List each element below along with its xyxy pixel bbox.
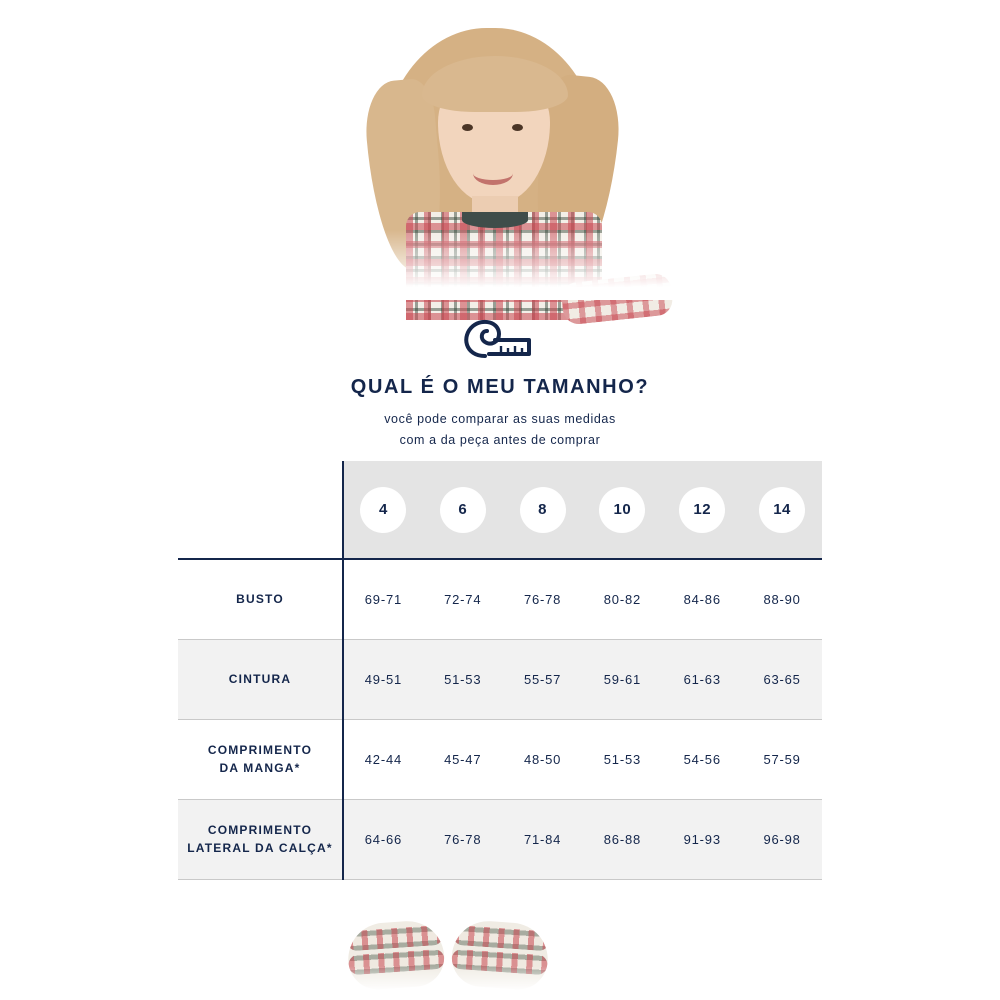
table-row — [178, 559, 822, 639]
table-row — [178, 639, 822, 719]
sandal-strap — [346, 925, 443, 952]
row-label — [178, 719, 343, 799]
row-label-line1: COMPRIMENTO — [207, 743, 313, 757]
size-chart-table-wrapper — [178, 461, 822, 880]
measurement-cell: 45-47 — [423, 719, 503, 799]
measurement-cell: 80-82 — [582, 559, 662, 639]
measurement-cell: 54-56 — [662, 719, 742, 799]
size-header-cell — [662, 461, 742, 559]
measurement-cell: 51-53 — [582, 719, 662, 799]
row-label-line1: BUSTO — [236, 592, 284, 607]
row-label — [178, 799, 343, 879]
size-badge: 4 — [360, 487, 406, 533]
size-header-cell — [343, 461, 423, 559]
page-title: QUAL É O MEU TAMANHO? — [350, 376, 650, 398]
measurement-cell: 51-53 — [423, 639, 503, 719]
measurement-cell: 48-50 — [503, 719, 583, 799]
measurement-cell: 84-86 — [662, 559, 742, 639]
size-badge: 12 — [679, 487, 725, 533]
footer-fade-overlay — [0, 966, 1000, 1000]
subtitle-line-2: com a da peça antes de comprar — [399, 433, 601, 448]
header-corner-cell — [178, 461, 343, 559]
measurement-cell: 86-88 — [582, 799, 662, 879]
measurement-cell: 61-63 — [662, 639, 742, 719]
measurement-cell: 96-98 — [742, 799, 822, 879]
row-label — [178, 559, 343, 639]
size-badge: 14 — [759, 487, 805, 533]
eye-left — [462, 124, 473, 131]
measurement-cell: 64-66 — [343, 799, 423, 879]
size-header-cell — [503, 461, 583, 559]
measurement-cell: 49-51 — [343, 639, 423, 719]
table-header-row — [178, 461, 822, 559]
size-header-cell — [423, 461, 503, 559]
measurement-cell: 69-71 — [343, 559, 423, 639]
size-header-cell — [582, 461, 662, 559]
measurement-cell: 42-44 — [343, 719, 423, 799]
smile-shape — [473, 162, 513, 185]
measurement-cell: 63-65 — [742, 639, 822, 719]
row-label-line2: LATERAL DA CALÇA* — [187, 841, 333, 855]
row-label-line2: DA MANGA* — [219, 761, 301, 775]
row-label-line1: CINTURA — [228, 672, 292, 686]
size-badge: 8 — [520, 487, 566, 533]
eye-right — [512, 124, 523, 131]
hero-photo — [0, 0, 1000, 300]
table-row — [178, 799, 822, 879]
size-chart-table — [178, 461, 822, 880]
size-badge: 10 — [599, 487, 645, 533]
table-row — [178, 719, 822, 799]
measurement-cell: 72-74 — [423, 559, 503, 639]
hero-fade-overlay — [0, 230, 1000, 300]
row-label-line1: COMPRIMENTO — [207, 823, 313, 837]
row-label — [178, 639, 343, 719]
measurement-cell: 55-57 — [503, 639, 583, 719]
measurement-cell: 88-90 — [742, 559, 822, 639]
measurement-cell: 57-59 — [742, 719, 822, 799]
measurement-cell: 91-93 — [662, 799, 742, 879]
measurement-cell: 76-78 — [423, 799, 503, 879]
title-block — [0, 312, 1000, 452]
measurement-cell: 76-78 — [503, 559, 583, 639]
sandal-strap — [453, 925, 550, 952]
measurement-cell: 71-84 — [503, 799, 583, 879]
measurement-cell: 59-61 — [582, 639, 662, 719]
size-header-cell — [742, 461, 822, 559]
dress-collar — [462, 212, 528, 228]
subtitle-line-1: você pode comparar as suas medidas — [384, 412, 616, 426]
size-badge: 6 — [440, 487, 486, 533]
measuring-tape-icon — [455, 312, 545, 362]
